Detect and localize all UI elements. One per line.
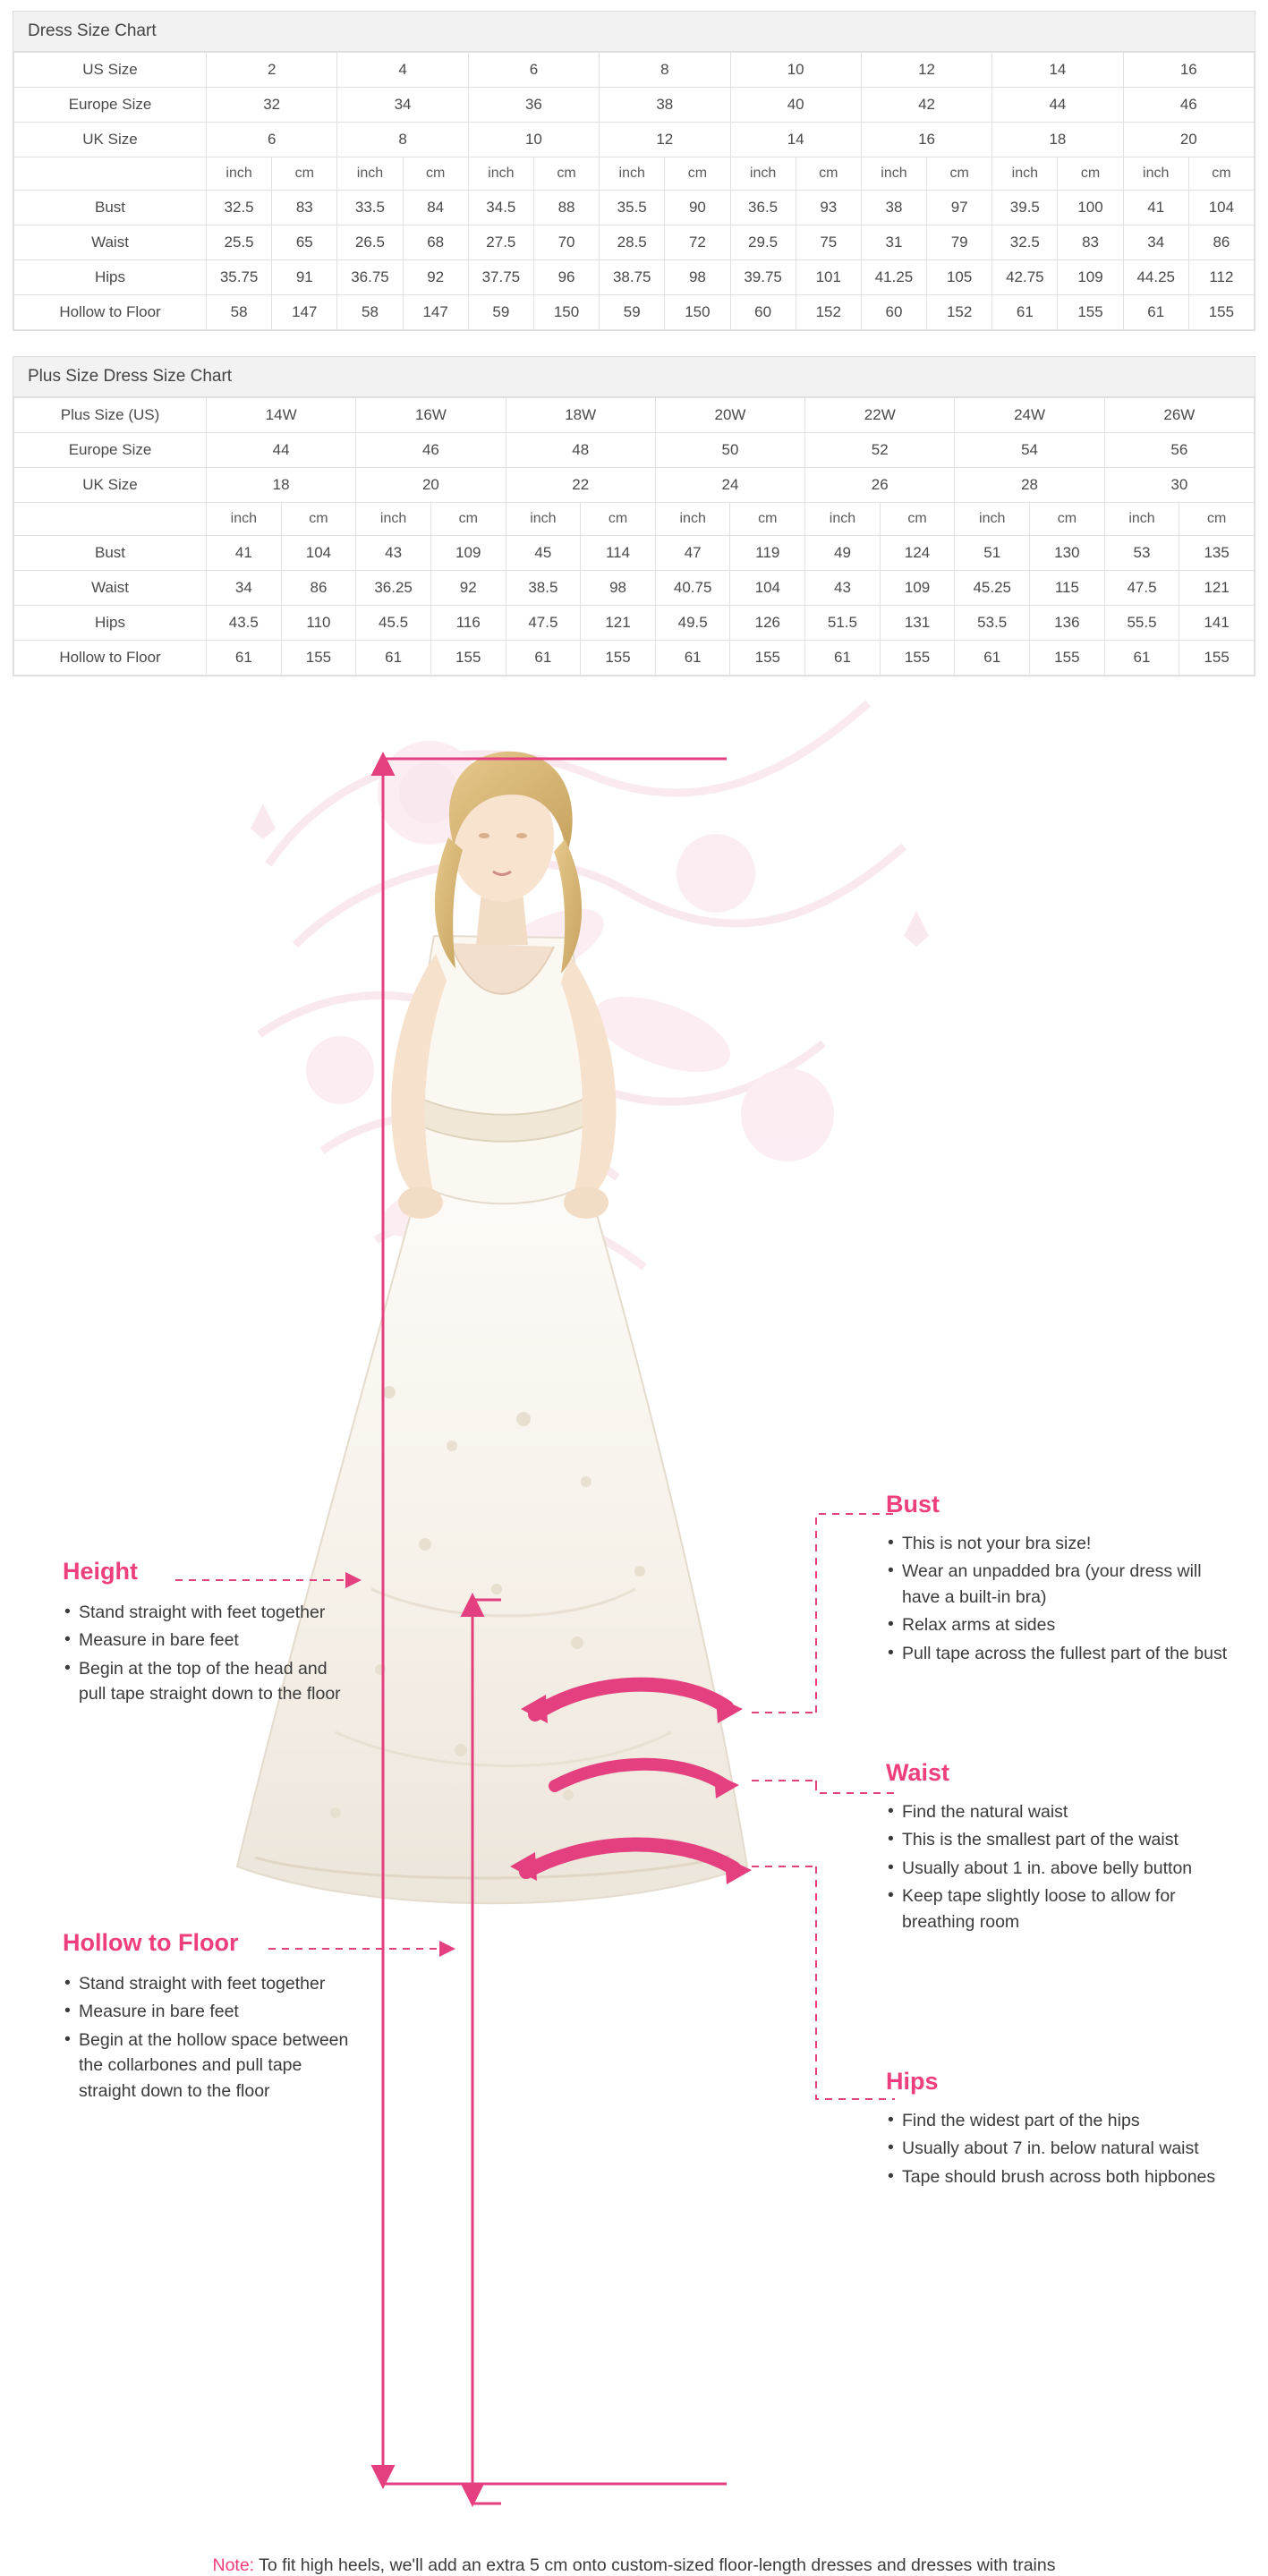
unit-inch: inch [468, 157, 533, 191]
bust-guide [886, 1491, 1235, 1669]
row-label-empty [14, 503, 207, 536]
cell: 16W [356, 398, 506, 433]
note-text: To fit high heels, we'll add an extra 5 cm onto custom-sized floor-length dresses and dresses with trains [254, 2555, 1056, 2575]
height-heading: Height [63, 1558, 138, 1585]
cell: 112 [1188, 260, 1254, 295]
unit-inch: inch [655, 503, 730, 536]
cell: 34.5 [468, 191, 533, 225]
cell: 70 [533, 225, 599, 260]
unit-row [14, 157, 1255, 191]
cell: 38 [600, 88, 730, 123]
cell: 58 [207, 295, 272, 330]
cell: 24 [655, 468, 804, 503]
cell: 44.25 [1123, 260, 1188, 295]
row-label: Hips [14, 606, 207, 641]
cell: 155 [1030, 641, 1105, 676]
unit-inch: inch [1104, 503, 1179, 536]
unit-inch: inch [861, 157, 926, 191]
unit-cm: cm [272, 157, 337, 191]
cell: 39.75 [730, 260, 796, 295]
hollow-to-floor-heading: Hollow to Floor [63, 1929, 239, 1956]
table-row [14, 225, 1255, 260]
cell: 155 [880, 641, 955, 676]
unit-cm: cm [796, 157, 861, 191]
chart-title: Dress Size Chart [13, 12, 1255, 52]
cell: 41 [1123, 191, 1188, 225]
bust-bullets [886, 1531, 1235, 1666]
cell: 31 [861, 225, 926, 260]
cell: 44 [207, 433, 356, 468]
cell: 116 [430, 606, 506, 641]
bullet: • Begin at the hollow space between the collarbones and pull tape straight down to the floor [63, 2028, 358, 2104]
bullet: • Find the widest part of the hips [886, 2108, 1235, 2133]
bullet: • Tape should brush across both hipbones [886, 2164, 1235, 2189]
cell: 47.5 [1104, 571, 1179, 606]
cell: 91 [272, 260, 337, 295]
cell: 26 [805, 468, 955, 503]
cell: 36.75 [337, 260, 403, 295]
hollow-to-floor-guide [63, 1929, 358, 2106]
measurement-illustration [0, 685, 1268, 2575]
bust-leader [816, 1514, 895, 1713]
unit-cm: cm [665, 157, 730, 191]
cell: 34 [1123, 225, 1188, 260]
cell: 27.5 [468, 225, 533, 260]
table-row [14, 571, 1255, 606]
cell: 28.5 [600, 225, 665, 260]
cell: 32 [207, 88, 337, 123]
cell: 61 [955, 641, 1030, 676]
cell: 126 [730, 606, 805, 641]
cell: 124 [880, 536, 955, 571]
unit-inch: inch [337, 157, 403, 191]
bullet: • Usually about 7 in. below natural waist [886, 2136, 1235, 2161]
cell: 42.75 [992, 260, 1058, 295]
unit-cm: cm [1188, 157, 1254, 191]
cell: 65 [272, 225, 337, 260]
cell: 155 [1188, 295, 1254, 330]
cell: 43 [356, 536, 431, 571]
cell: 100 [1058, 191, 1123, 225]
cell: 79 [927, 225, 992, 260]
waist-bullets [886, 1799, 1235, 1934]
cell: 28 [955, 468, 1104, 503]
cell: 84 [403, 191, 468, 225]
waist-guide [886, 1759, 1235, 1937]
cell: 98 [581, 571, 656, 606]
size-guide-page [0, 11, 1268, 2575]
bullet: • Find the natural waist [886, 1799, 1235, 1824]
cell: 152 [927, 295, 992, 330]
cell: 42 [861, 88, 991, 123]
cell: 46 [356, 433, 506, 468]
cell: 41.25 [861, 260, 926, 295]
table-row [14, 123, 1255, 157]
cell: 20 [1123, 123, 1254, 157]
cell: 55.5 [1104, 606, 1179, 641]
cell: 96 [533, 260, 599, 295]
cell: 155 [281, 641, 356, 676]
footer-note [0, 2555, 1268, 2576]
cell: 18 [992, 123, 1123, 157]
unit-inch: inch [207, 157, 272, 191]
cell: 101 [796, 260, 861, 295]
waist-leader [752, 1781, 895, 1793]
cell: 6 [468, 53, 599, 88]
cell: 38.5 [506, 571, 581, 606]
cell: 61 [207, 641, 282, 676]
unit-cm: cm [1030, 503, 1105, 536]
cell: 150 [533, 295, 599, 330]
row-label: US Size [14, 53, 207, 88]
cell: 147 [272, 295, 337, 330]
cell: 43.5 [207, 606, 282, 641]
cell: 110 [281, 606, 356, 641]
cell: 33.5 [337, 191, 403, 225]
cell: 44 [992, 88, 1123, 123]
unit-cm: cm [1058, 157, 1123, 191]
unit-cm: cm [281, 503, 356, 536]
cell: 92 [403, 260, 468, 295]
cell: 75 [796, 225, 861, 260]
cell: 104 [730, 571, 805, 606]
unit-inch: inch [992, 157, 1058, 191]
cell: 61 [655, 641, 730, 676]
cell: 37.75 [468, 260, 533, 295]
cell: 32.5 [992, 225, 1058, 260]
hips-heading: Hips [886, 2068, 939, 2095]
unit-inch: inch [600, 157, 665, 191]
row-label-empty [14, 157, 207, 191]
cell: 86 [1188, 225, 1254, 260]
cell: 2 [207, 53, 337, 88]
unit-cm: cm [880, 503, 955, 536]
cell: 36 [468, 88, 599, 123]
cell: 109 [1058, 260, 1123, 295]
cell: 68 [403, 225, 468, 260]
cell: 155 [430, 641, 506, 676]
row-label: UK Size [14, 123, 207, 157]
chart-title: Plus Size Dress Size Chart [13, 357, 1255, 397]
cell: 39.5 [992, 191, 1058, 225]
cell: 109 [430, 536, 506, 571]
unit-inch: inch [1123, 157, 1188, 191]
bullet: • Stand straight with feet together [63, 1971, 358, 1996]
cell: 130 [1030, 536, 1105, 571]
cell: 14 [730, 123, 861, 157]
cell: 83 [272, 191, 337, 225]
table-row [14, 606, 1255, 641]
table-row [14, 260, 1255, 295]
height-guide [63, 1558, 358, 1710]
table-row [14, 53, 1255, 88]
cell: 61 [992, 295, 1058, 330]
cell: 152 [796, 295, 861, 330]
cell: 53.5 [955, 606, 1030, 641]
bullet: • Usually about 1 in. above belly button [886, 1856, 1235, 1881]
hips-guide [886, 2068, 1235, 2192]
cell: 18W [506, 398, 655, 433]
cell: 93 [796, 191, 861, 225]
table-row [14, 295, 1255, 330]
cell: 104 [1188, 191, 1254, 225]
cell: 45.5 [356, 606, 431, 641]
cell: 34 [207, 571, 282, 606]
unit-inch: inch [207, 503, 282, 536]
row-label: Plus Size (US) [14, 398, 207, 433]
cell: 119 [730, 536, 805, 571]
cell: 20W [655, 398, 804, 433]
cell: 35.5 [600, 191, 665, 225]
cell: 26W [1104, 398, 1254, 433]
table-row [14, 536, 1255, 571]
cell: 59 [600, 295, 665, 330]
cell: 105 [927, 260, 992, 295]
cell: 38.75 [600, 260, 665, 295]
row-label: Hips [14, 260, 207, 295]
cell: 40.75 [655, 571, 730, 606]
hips-leader [816, 1866, 895, 2099]
cell: 51 [955, 536, 1030, 571]
bullet: • Pull tape across the fullest part of the bust [886, 1641, 1235, 1666]
cell: 97 [927, 191, 992, 225]
row-label: Europe Size [14, 433, 207, 468]
table-row [14, 641, 1255, 676]
row-label: Hollow to Floor [14, 641, 207, 676]
cell: 136 [1030, 606, 1105, 641]
cell: 24W [955, 398, 1104, 433]
cell: 30 [1104, 468, 1254, 503]
cell: 121 [581, 606, 656, 641]
cell: 104 [281, 536, 356, 571]
cell: 32.5 [207, 191, 272, 225]
cell: 51.5 [805, 606, 881, 641]
cell: 40 [730, 88, 861, 123]
cell: 47.5 [506, 606, 581, 641]
row-label: Waist [14, 225, 207, 260]
cell: 14 [992, 53, 1123, 88]
size-table-body [14, 398, 1255, 676]
bullet: • Wear an unpadded bra (your dress will have a built-in bra) [886, 1559, 1235, 1610]
cell: 90 [665, 191, 730, 225]
bullet: • This is the smallest part of the waist [886, 1827, 1235, 1852]
table-row [14, 468, 1255, 503]
cell: 83 [1058, 225, 1123, 260]
unit-cm: cm [730, 503, 805, 536]
unit-cm: cm [1179, 503, 1255, 536]
bullet: • This is not your bra size! [886, 1531, 1235, 1556]
unit-cm: cm [927, 157, 992, 191]
cell: 72 [665, 225, 730, 260]
cell: 155 [730, 641, 805, 676]
cell: 53 [1104, 536, 1179, 571]
cell: 8 [337, 123, 468, 157]
note-label: Note: [212, 2555, 255, 2575]
cell: 47 [655, 536, 730, 571]
cell: 43 [805, 571, 881, 606]
cell: 88 [533, 191, 599, 225]
cell: 61 [1104, 641, 1179, 676]
row-label: Europe Size [14, 88, 207, 123]
dress-size-chart [13, 11, 1255, 331]
cell: 50 [655, 433, 804, 468]
cell: 6 [207, 123, 337, 157]
cell: 147 [403, 295, 468, 330]
cell: 14W [207, 398, 356, 433]
cell: 92 [430, 571, 506, 606]
table-row [14, 88, 1255, 123]
cell: 36.5 [730, 191, 796, 225]
row-label: Hollow to Floor [14, 295, 207, 330]
cell: 41 [207, 536, 282, 571]
unit-cm: cm [430, 503, 506, 536]
cell: 60 [730, 295, 796, 330]
cell: 38 [861, 191, 926, 225]
unit-inch: inch [805, 503, 881, 536]
cell: 26.5 [337, 225, 403, 260]
row-label: UK Size [14, 468, 207, 503]
cell: 109 [880, 571, 955, 606]
cell: 20 [356, 468, 506, 503]
cell: 115 [1030, 571, 1105, 606]
cell: 16 [1123, 53, 1254, 88]
cell: 60 [861, 295, 926, 330]
cell: 155 [1179, 641, 1255, 676]
cell: 22 [506, 468, 655, 503]
table-row [14, 433, 1255, 468]
cell: 61 [356, 641, 431, 676]
cell: 131 [880, 606, 955, 641]
cell: 12 [600, 123, 730, 157]
cell: 22W [805, 398, 955, 433]
unit-inch: inch [506, 503, 581, 536]
unit-inch: inch [955, 503, 1030, 536]
unit-inch: inch [730, 157, 796, 191]
unit-cm: cm [533, 157, 599, 191]
cell: 61 [1123, 295, 1188, 330]
cell: 8 [600, 53, 730, 88]
cell: 45 [506, 536, 581, 571]
hollow-to-floor-bullets [63, 1971, 358, 2104]
waist-heading: Waist [886, 1759, 950, 1786]
cell: 48 [506, 433, 655, 468]
table-row [14, 398, 1255, 433]
hips-bullets [886, 2108, 1235, 2189]
cell: 58 [337, 295, 403, 330]
cell: 155 [581, 641, 656, 676]
cell: 45.25 [955, 571, 1030, 606]
cell: 86 [281, 571, 356, 606]
cell: 121 [1179, 571, 1255, 606]
cell: 56 [1104, 433, 1254, 468]
bullet: • Keep tape slightly loose to allow for breathing room [886, 1883, 1235, 1934]
cell: 155 [1058, 295, 1123, 330]
cell: 54 [955, 433, 1104, 468]
cell: 49.5 [655, 606, 730, 641]
unit-row [14, 503, 1255, 536]
cell: 141 [1179, 606, 1255, 641]
unit-cm: cm [403, 157, 468, 191]
cell: 10 [730, 53, 861, 88]
cell: 29.5 [730, 225, 796, 260]
row-label: Waist [14, 571, 207, 606]
cell: 49 [805, 536, 881, 571]
cell: 36.25 [356, 571, 431, 606]
unit-inch: inch [356, 503, 431, 536]
cell: 16 [861, 123, 991, 157]
cell: 61 [805, 641, 881, 676]
height-bullets [63, 1600, 358, 1707]
cell: 61 [506, 641, 581, 676]
bullet: • Stand straight with feet together [63, 1600, 358, 1625]
bullet: • Measure in bare feet [63, 1999, 358, 2024]
bullet: • Relax arms at sides [886, 1612, 1235, 1637]
bust-heading: Bust [886, 1491, 940, 1518]
bullet: • Measure in bare feet [63, 1628, 358, 1653]
plus-size-dress-size-chart [13, 356, 1255, 676]
cell: 10 [468, 123, 599, 157]
size-table-body [14, 53, 1255, 330]
row-label: Bust [14, 191, 207, 225]
bullet: • Begin at the top of the head and pull tape straight down to the floor [63, 1656, 358, 1707]
cell: 18 [207, 468, 356, 503]
cell: 34 [337, 88, 468, 123]
cell: 59 [468, 295, 533, 330]
size-table [13, 397, 1255, 676]
cell: 35.75 [207, 260, 272, 295]
unit-cm: cm [581, 503, 656, 536]
cell: 98 [665, 260, 730, 295]
row-label: Bust [14, 536, 207, 571]
cell: 52 [805, 433, 955, 468]
size-table [13, 52, 1255, 330]
bride-model-photo [228, 712, 765, 1947]
cell: 114 [581, 536, 656, 571]
cell: 46 [1123, 88, 1254, 123]
table-row [14, 191, 1255, 225]
cell: 4 [337, 53, 468, 88]
cell: 135 [1179, 536, 1255, 571]
cell: 12 [861, 53, 991, 88]
cell: 25.5 [207, 225, 272, 260]
cell: 150 [665, 295, 730, 330]
